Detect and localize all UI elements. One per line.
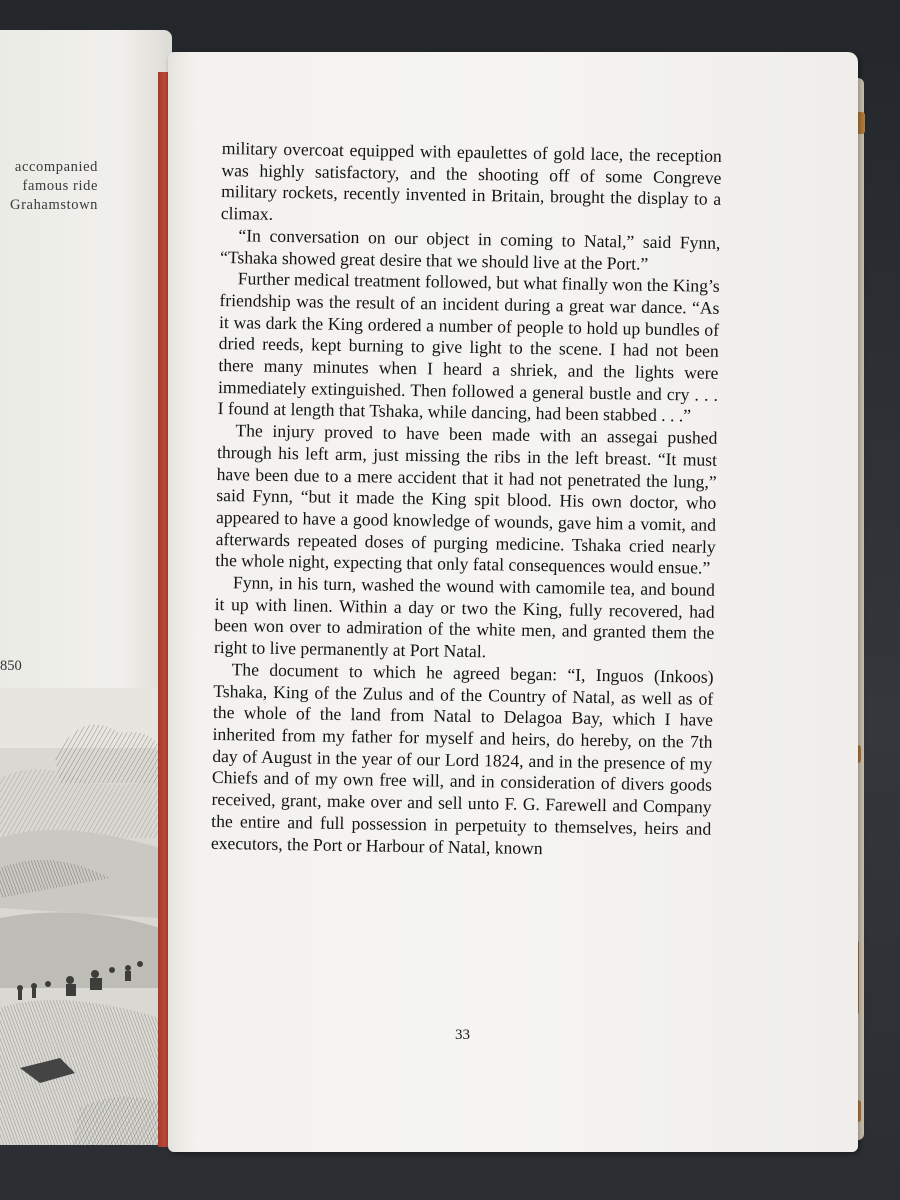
caption-line: famous ride: [22, 178, 98, 194]
caption-line: Grahamstown: [10, 197, 98, 213]
body-text: [211, 138, 722, 862]
caption-year-fragment: 850: [0, 658, 22, 674]
paragraph: Fynn, in his turn, washed the wound with camomile tea, and bound it up with linen. Within a day or two the King, fully recovered, had been won over to admiration of the white men, and granted them the right to live permanently at Port Natal.: [213, 572, 716, 662]
paragraph: military overcoat equipped with epaulettes of gold lace, the reception was highly satisfactory, and the shooting off of some Congreve military rockets, recently invented in Britain, brought the display to a climax.: [220, 138, 722, 224]
paragraph: “In conversation on our object in coming to Natal,” said Fynn, “Tshaka showed great desire that we should live at the Port.”: [219, 225, 721, 274]
paragraph: The injury proved to have been made with an assegai pushed through his left arm, just missing the ribs in the left breast. “It must have been due to a mere accident that it had not penetrated the lung,” said Fynn, “but it made the King spit blood. His own doctor, who appeared to have a good knowledge of wounds, gave him a vomit, and afterwards repeated doses of purging medicine. Tshaka cried nearly the whole night, expecting that only fatal consequences would ensue.”: [215, 420, 718, 579]
left-page: [0, 30, 172, 1145]
engraving-illustration: [0, 688, 160, 1145]
paragraph: The document to which he agreed began: “I, Inguos (Inkoos) Tshaka, King of the Zulus and of the Country of Natal, as well as of the whole of the land from Natal to Delagoa Bay, which I have inherited from my father for myself and heirs, do hereby, on the 7th day of August in the year of our Lord 1824, and in the presence of my Chiefs and of my own free will, and in consideration of divers goods received, grant, make over and sell unto F. G. Farewell and Company the entire and full possession in perpetuity to themselves, heirs and executors, the Port or Harbour of Natal, known: [210, 659, 714, 858]
caption-line: accompanied: [14, 159, 98, 175]
page-number: 33: [455, 1027, 470, 1043]
left-page-caption: [0, 158, 98, 215]
paragraph: Further medical treatment followed, but what finally won the King’s friendship was the result of an incident during a great war dance. “As it was dark the King ordered a number of people to hold up bundles of dried reeds, kept burning to give light to the scene. I had not been there many minutes when I heard a shriek, and the lights were immediately extinguished. Then followed a general bustle and cry . . . I found at length that Tshaka, while dancing, had been stabbed . . .”: [217, 268, 720, 426]
